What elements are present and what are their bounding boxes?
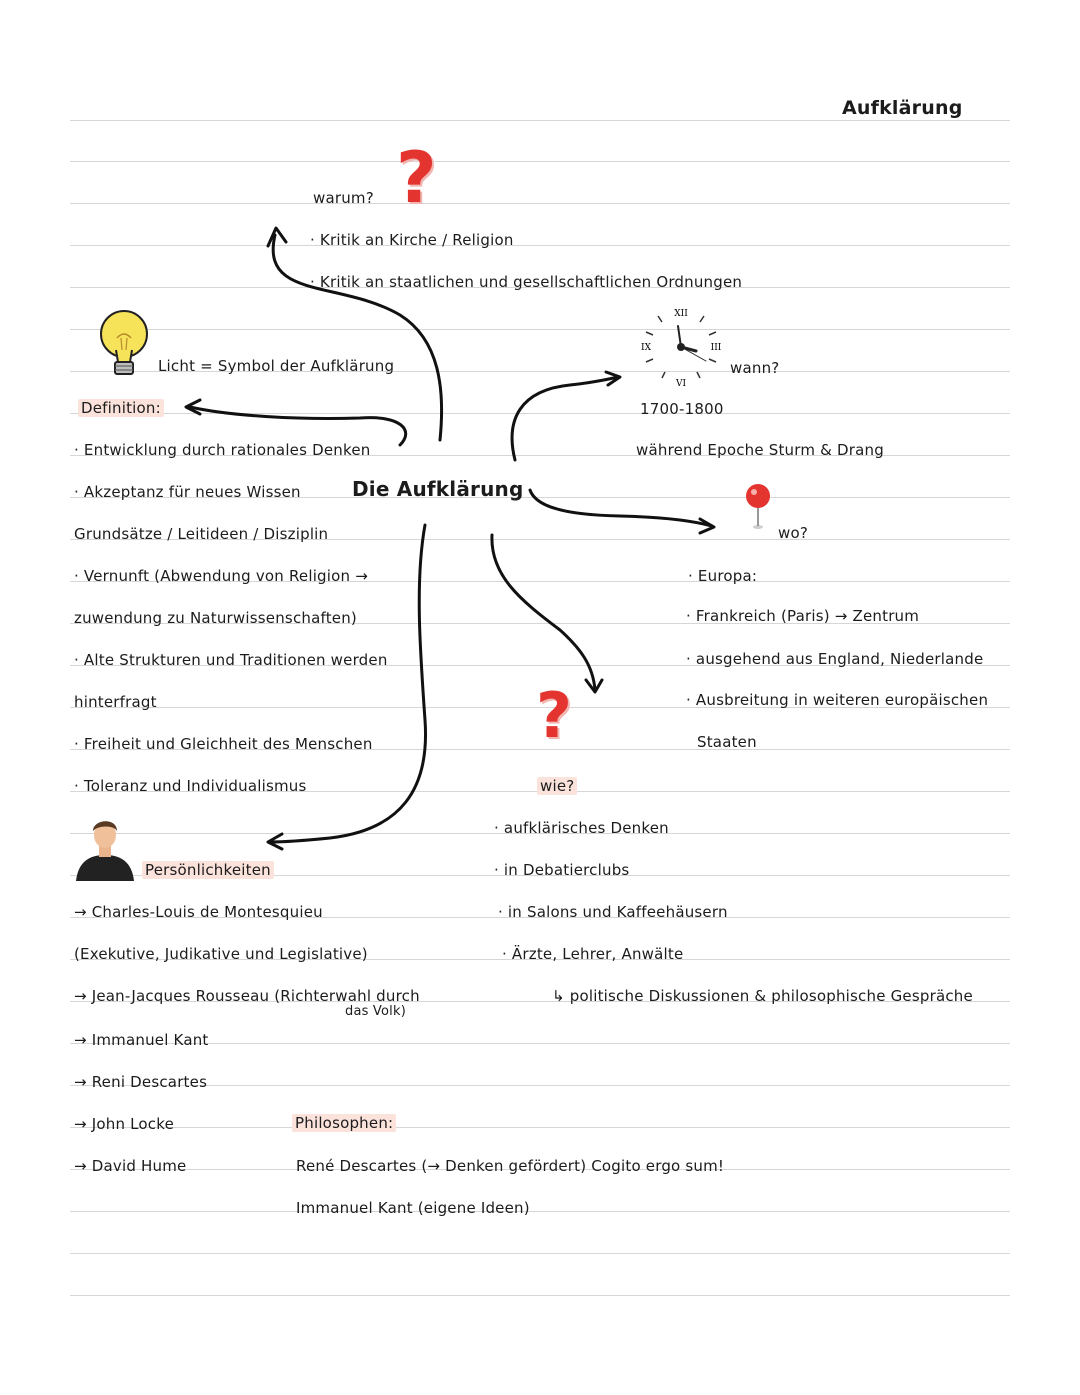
definition-line: · Toleranz und Individualismus xyxy=(74,777,307,795)
person-line: → Reni Descartes xyxy=(74,1073,208,1091)
center-title: Die Aufklärung xyxy=(352,477,524,501)
arrow-to-wie xyxy=(492,535,595,690)
arrow-to-warum xyxy=(273,235,441,440)
wie-label-text: wie? xyxy=(537,777,577,795)
definition-line: · Freiheit und Gleichheit des Menschen xyxy=(74,735,373,753)
wie-line: ↳ politische Diskussionen & philosophische Gespräche xyxy=(552,987,973,1005)
wann-label: wann? xyxy=(730,359,780,377)
wie-line: · in Debatierclubs xyxy=(494,861,630,879)
person-line: → John Locke xyxy=(74,1115,175,1133)
philosophen-line: René Descartes (→ Denken gefördert) Cogito ergo sum! xyxy=(296,1157,725,1175)
persoenlichkeiten-label-text: Persönlichkeiten xyxy=(142,861,274,879)
question-mark-icon: ? xyxy=(396,137,437,219)
map-pin-icon xyxy=(742,482,774,530)
definition-line: · Alte Strukturen und Traditionen werden xyxy=(74,651,388,669)
arrow-to-wo xyxy=(530,490,712,526)
clock-numeral-6: VI xyxy=(675,379,687,389)
wann-note: während Epoche Sturm & Drang xyxy=(636,441,884,459)
light-bulb-icon xyxy=(98,308,152,382)
clock-numeral-3: III xyxy=(710,343,722,353)
wie-line: · aufklärisches Denken xyxy=(494,819,669,837)
wann-dates: 1700-1800 xyxy=(640,400,724,418)
licht-text: Licht = Symbol der Aufklärung xyxy=(158,357,395,375)
clock-icon xyxy=(636,304,726,390)
definition-line: · Entwicklung durch rationales Denken xyxy=(74,441,371,459)
definition-line: · Vernunft (Abwendung von Religion → xyxy=(74,567,368,585)
person-line: (Exekutive, Judikative und Legislative) xyxy=(74,945,368,963)
wo-line: · Ausbreitung in weiteren europäischen xyxy=(686,691,989,709)
definition-line: zuwendung zu Naturwissenschaften) xyxy=(74,609,357,627)
philosophen-label xyxy=(292,1113,396,1133)
philosophen-label-text: Philosophen: xyxy=(292,1114,396,1132)
wo-label: wo? xyxy=(778,524,809,542)
definition-line: Grundsätze / Leitideen / Disziplin xyxy=(74,525,329,543)
person-line: → Jean-Jacques Rousseau (Richterwahl durch xyxy=(74,987,420,1005)
definition-label-text: Definition: xyxy=(78,399,164,417)
definition-line: hinterfragt xyxy=(74,693,157,711)
warum-item-1: · Kritik an Kirche / Religion xyxy=(310,231,514,249)
person-line: → David Hume xyxy=(74,1157,187,1175)
clock-numeral-12: XII xyxy=(674,309,688,319)
clock-numeral-9: IX xyxy=(641,343,651,353)
page-title: Aufklärung xyxy=(842,97,963,119)
person-icon xyxy=(74,815,136,881)
wo-line: · Europa: xyxy=(688,567,758,585)
philosophen-line: Immanuel Kant (eigene Ideen) xyxy=(296,1199,530,1217)
wo-line: Staaten xyxy=(697,733,757,751)
warum-label: warum? xyxy=(313,189,374,207)
definition-label xyxy=(78,398,164,418)
wo-line: · ausgehend aus England, Niederlande xyxy=(686,650,984,668)
wo-line: · Frankreich (Paris) → Zentrum xyxy=(686,607,920,625)
definition-line: · Akzeptanz für neues Wissen xyxy=(74,483,301,501)
persoenlichkeiten-label xyxy=(142,860,274,880)
arrow-to-wann xyxy=(512,377,618,460)
wie-line: · Ärzte, Lehrer, Anwälte xyxy=(502,945,684,963)
warum-item-2: · Kritik an staatlichen und gesellschaftlichen Ordnungen xyxy=(310,273,743,291)
question-mark-icon: ? xyxy=(536,679,572,752)
person-line: das Volk) xyxy=(345,1004,406,1019)
wie-label xyxy=(537,776,577,796)
person-line: → Charles-Louis de Montesquieu xyxy=(74,903,323,921)
wie-line: · in Salons und Kaffeehäusern xyxy=(498,903,728,921)
person-line: → Immanuel Kant xyxy=(74,1031,209,1049)
